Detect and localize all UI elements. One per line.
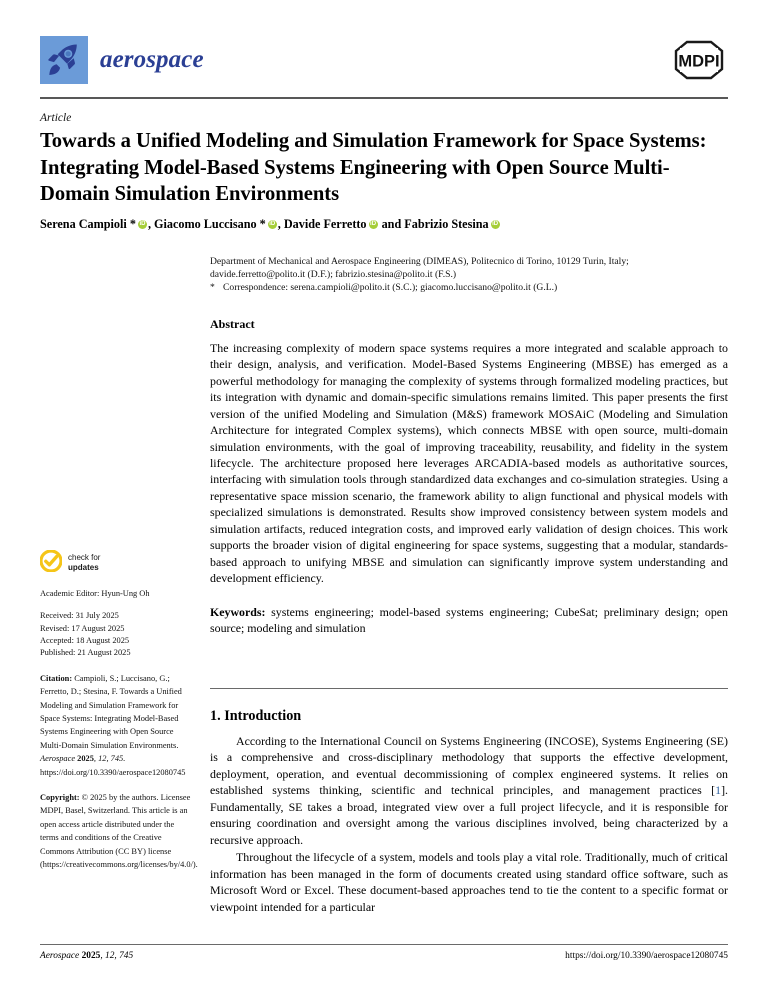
author-sep-2: , [277,217,284,231]
publication-dates [40,610,192,660]
keywords-text: systems engineering; model-based systems engineering; CubeSat; preliminary design; open source; modeling and simulation [210,604,728,636]
citation-label: Citation: [40,673,73,683]
page-title: Towards a Unified Modeling and Simulation Framework for Space Systems: Integrating Model-Based Systems Engineering with Open Source Multi-Domain Simulation Environments [40,130,707,205]
orcid-icon[interactable] [268,220,277,229]
copyright-block [40,791,198,871]
citation-block [40,672,192,779]
mdpi-logo-icon [670,38,728,82]
intro-p1-part-a: According to the International Council on Systems Engineering (INCOSE), Systems Engineering (SE) is a comprehensive and cross-disciplinary methodology that supports the effective development, deployment, operation, and eventual decommissioning of complex engineered systems. It relies on established systems thinking, scientific and technical principles, and management practices [ [210,734,728,798]
section-divider [210,688,728,689]
header-divider [40,97,728,99]
abstract-text: The increasing complexity of modern space systems requires a more integrated and scalable approach to their design, analysis, and verification. Model-Based Systems Engineering (MBSE) has emerged as a powerful methodology for managing the complexity of systems through formalized modeling practices, but its integration with dynamic and domain-specific simulations remains limited. This paper presents the first version of the unified Modeling and Simulation (M&S) framework MOSAiC (Modeling and Simulation Architecture for integrated Complex systems), which connects MBSE with open source, multi-domain simulation environments, with the goal of improving traceability, reusability, and fidelity in the system lifecycle. The architecture proposed here leverages ARCADIA-based models as authoritative sources, interfacing with simulation tools through standardized data exchanges and co-simulation strategies. Using a representative space mission scenario, the framework ability to align functional and physical models with specialized simulations is demonstrated. Results show improved consistency between system models and simulation artifacts, reduced integration costs, and improved early validation of design choices. This work supports the broader vision of digital engineering for space systems, suggesting that a modular, standards-based approach to unifying MBSE and simulation can significantly improve system understanding and development efficiency. [210,340,728,586]
correspondence-marker: * [210,282,215,294]
author-2: Giacomo Luccisano * [154,217,266,231]
citation-ref-1[interactable]: 1 [715,783,722,798]
citation-text: Campioli, S.; Luccisano, G.; Ferretto, D.; Stesina, F. Towards a Unified Modeling and Simulation Framework for Space Systems: Integrating Model-Based Systems Engineering with Open Source Multi-Domain Simulation Environments. [40,673,182,750]
article-type-label: Article [40,112,72,124]
footer-year: 2025 [79,951,101,961]
affiliation-line-1: Department of Mechanical and Aerospace Engineering (DIMEAS), Politecnico di Torino, 10129 Turin, Italy; [210,256,629,267]
abstract-section [210,317,728,587]
citation-year: 2025 [75,754,94,764]
footer-journal: Aerospace [40,951,80,961]
sidebar [40,550,198,872]
masthead [40,36,728,88]
footer-citation [40,951,133,961]
citation-doi[interactable]: https://doi.org/10.3390/aerospace12080745 [40,767,186,777]
svg-text:MDPI: MDPI [678,52,720,71]
orcid-icon[interactable] [491,220,500,229]
rocket-icon [40,36,88,84]
author-sep-1: , [147,217,155,231]
date-received: Received: 31 July 2025 [40,611,119,621]
affiliation-line-2: davide.ferretto@polito.it (D.F.); fabrizio.stesina@polito.it (F.S.) [210,268,457,280]
copyright-label: Copyright: [40,793,80,803]
page-footer [40,951,728,961]
journal-brand [40,36,204,84]
abstract-heading: Abstract [210,316,255,331]
intro-p1-part-b: ]. Fundamentally, SE takes a broad, integrated view over a full project lifecycle, and it is responsible for ensuring coordination and oversight among the various disciplines involved, being characterized by a recursive approach. [210,783,728,847]
author-sep-3: and [378,217,405,231]
date-revised: Revised: 17 August 2025 [40,623,125,633]
cfu-line-1: check for [68,553,101,563]
footer-divider [40,944,728,945]
cfu-line-2: updates [68,562,99,572]
author-list [40,216,730,232]
intro-paragraph-1 [210,733,728,848]
introduction-body [210,733,728,915]
orcid-icon[interactable] [138,220,147,229]
keywords-section [210,604,728,637]
keywords-label: Keywords: [210,604,266,619]
author-1: Serena Campioli * [40,217,136,231]
date-published: Published: 21 August 2025 [40,648,131,658]
orcid-icon[interactable] [369,220,378,229]
correspondence-row [210,282,728,295]
affiliation-block [210,256,728,295]
footer-doi[interactable]: https://doi.org/10.3390/aerospace12080745 [565,951,728,961]
check-for-updates-label [68,553,100,572]
citation-journal: Aerospace [40,754,76,764]
right-column [210,256,728,636]
introduction-heading: 1. Introduction [210,708,302,724]
check-for-updates-badge[interactable] [40,550,192,576]
academic-editor: Academic Editor: Hyun-Ung Oh [40,588,150,598]
citation-volume-page: , 12, 745. [93,754,126,764]
footer-volume-page: , 12, 745 [100,951,134,961]
check-circle-icon [40,550,62,576]
journal-title: aerospace [100,46,204,73]
date-accepted: Accepted: 18 August 2025 [40,636,130,645]
author-3: Davide Ferretto [283,217,367,231]
intro-paragraph-2: Throughout the lifecycle of a system, models and tools play a vital role. Traditionally, much of critical information has been managed in the form of documents created using standard office software, such as Microsoft Word or Excel. These document-based approaches tend to tie the content to a specific format or viewpoint intended for a particular [210,850,728,914]
author-4: Fabrizio Stesina [404,217,489,231]
correspondence-text: Correspondence: serena.campioli@polito.it (S.C.); giacomo.luccisano@polito.it (G.L.) [223,282,558,294]
copyright-text: © 2025 by the authors. Licensee MDPI, Basel, Switzerland. This article is an open access article distributed under the terms and conditions of the Creative Commons Attribution (CC BY) license (https://creativecommons.org/licenses/by/4.0/). [40,793,198,870]
